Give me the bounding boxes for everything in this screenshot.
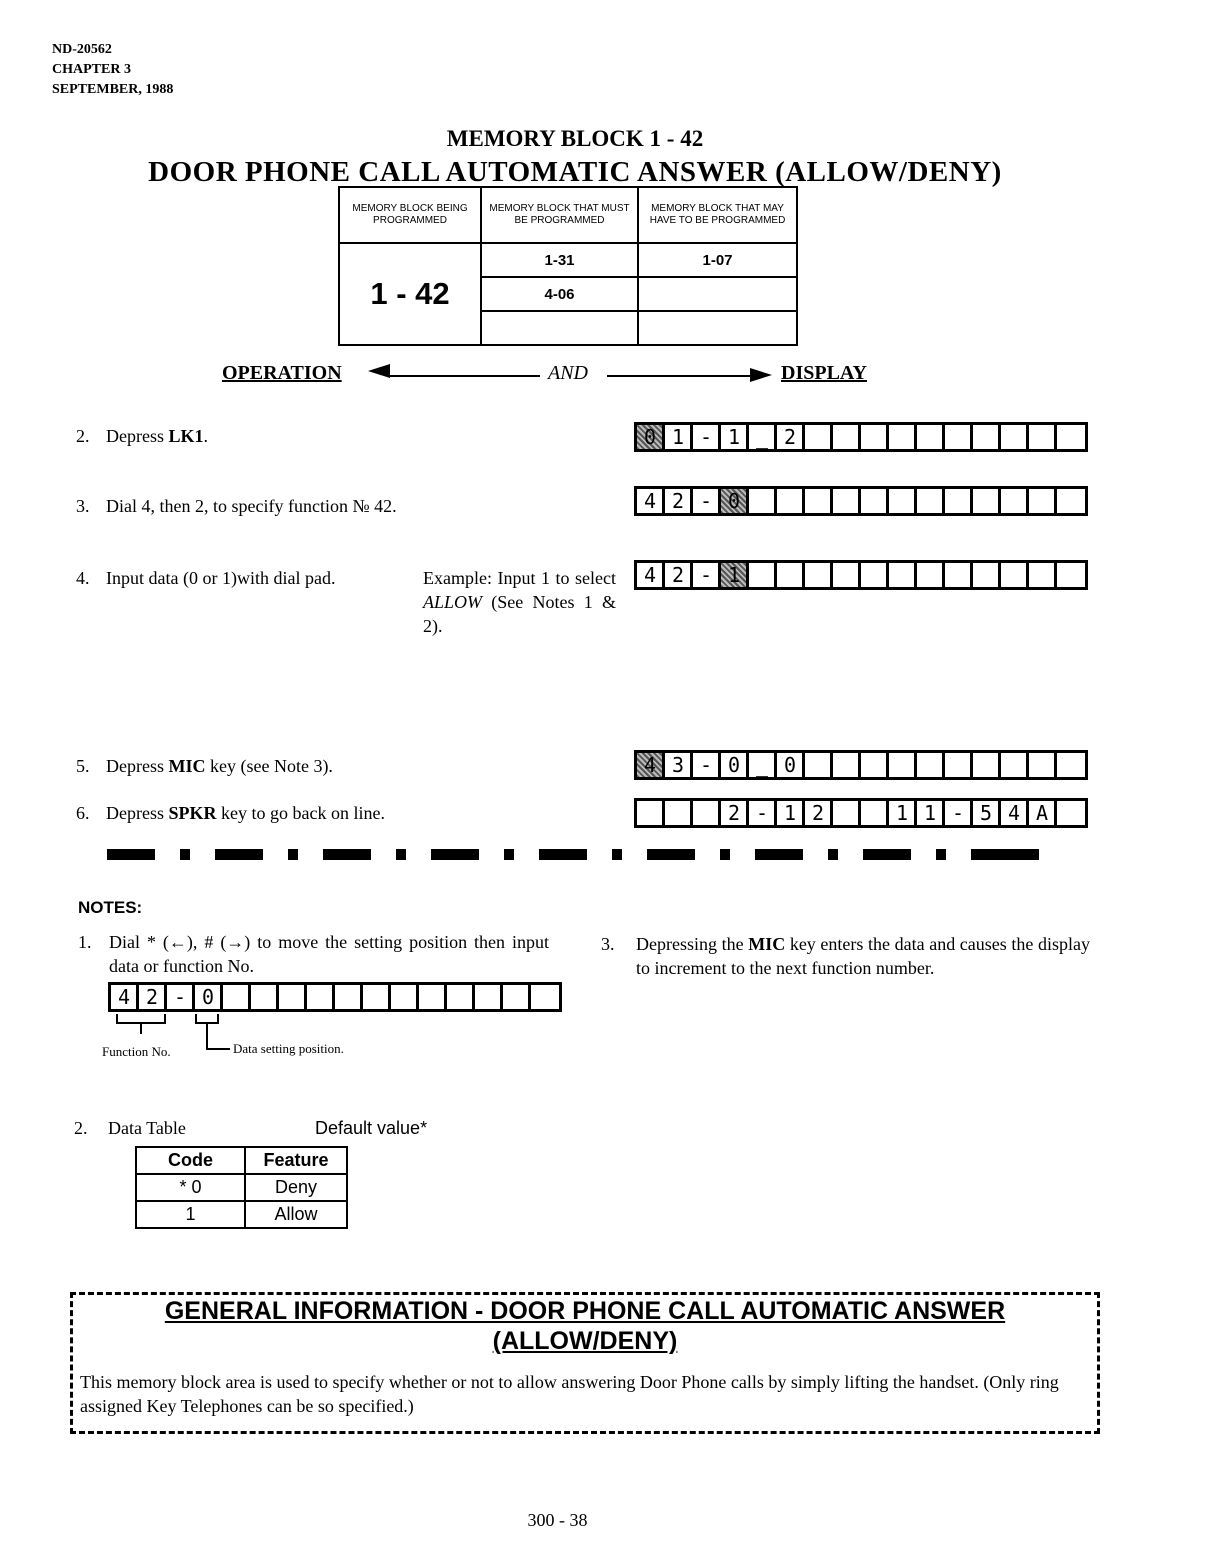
step-2-post: .: [203, 426, 208, 446]
data-table-header-code: Code: [136, 1147, 245, 1174]
data-table-header-feature: Feature: [245, 1147, 347, 1174]
lcd-cell: [973, 489, 1001, 513]
note-2-text: Data Table: [108, 1118, 186, 1138]
lcd-cell: -: [749, 801, 777, 825]
lcd-cell: [531, 985, 559, 1009]
lcd-cell: [335, 985, 363, 1009]
lcd-cell: -: [693, 425, 721, 449]
lcd-cell: [917, 489, 945, 513]
lcd-display-step-6: [634, 798, 1088, 828]
lcd-cell: [475, 985, 503, 1009]
lcd-cell: [945, 753, 973, 777]
lcd-cell: [973, 425, 1001, 449]
note-2-number: 2.: [74, 1118, 88, 1138]
lcd-cell: 4: [637, 489, 665, 513]
lcd-cell: [363, 985, 391, 1009]
lcd-cell: 1: [721, 563, 749, 587]
data-table-feature: Deny: [245, 1174, 347, 1201]
lcd-cell: [1057, 753, 1085, 777]
lcd-cell: -: [167, 985, 195, 1009]
table-row: [136, 1201, 347, 1228]
lcd-cell: [777, 489, 805, 513]
lcd-cell: _: [749, 425, 777, 449]
function-no-label: Function No.: [102, 1044, 171, 1059]
lcd-cell: [945, 489, 973, 513]
ref-may-1: 1-07: [638, 243, 797, 277]
step-2-number: 2.: [76, 426, 90, 446]
lcd-cell: [503, 985, 531, 1009]
lcd-cell: [1001, 753, 1029, 777]
lcd-cell: 0: [777, 753, 805, 777]
lcd-cell: [251, 985, 279, 1009]
arrow-right-icon: [750, 368, 772, 382]
lcd-cell: -: [693, 753, 721, 777]
lcd-cell: 2: [139, 985, 167, 1009]
notes-heading: NOTES:: [78, 898, 143, 917]
lcd-cell: [833, 753, 861, 777]
section-separator: [107, 848, 1039, 860]
lcd-display-step-2: [634, 422, 1088, 452]
lcd-cell: [1029, 563, 1057, 587]
lcd-cell: [1001, 425, 1029, 449]
arrow-left-line: [388, 375, 540, 377]
lcd-cell: 2: [665, 563, 693, 587]
lcd-cell: [1029, 489, 1057, 513]
lcd-cell: [1057, 801, 1085, 825]
ref-header-may-program: MEMORY BLOCK THAT MAY HAVE TO BE PROGRAMMED: [638, 187, 797, 243]
step-6-key: SPKR: [168, 803, 217, 823]
step-5-number: 5.: [76, 756, 90, 776]
data-position-label: Data setting position.: [233, 1041, 344, 1056]
lcd-cell: [279, 985, 307, 1009]
lcd-cell: [665, 801, 693, 825]
lcd-display-step-5: [634, 750, 1088, 780]
lcd-cell: [889, 489, 917, 513]
lcd-cell: _: [749, 753, 777, 777]
step-4-example-text: Example: Input 1 to select: [423, 568, 616, 588]
lcd-cell: [973, 753, 1001, 777]
step-6-pre: Depress: [106, 803, 169, 823]
lcd-cell: [223, 985, 251, 1009]
step-4-number: 4.: [76, 568, 90, 588]
lcd-cell: 1: [721, 425, 749, 449]
lcd-cell: [917, 753, 945, 777]
lcd-cell: 1: [889, 801, 917, 825]
lcd-cell: [805, 563, 833, 587]
step-4-allow: ALLOW: [423, 592, 483, 612]
doc-number: ND-20562: [52, 42, 112, 57]
data-table-code: 1: [136, 1201, 245, 1228]
ref-must-3: [481, 311, 638, 345]
page-number: 300 - 38: [527, 1510, 588, 1530]
ref-must-2: 4-06: [481, 277, 638, 311]
lcd-cell: [833, 425, 861, 449]
step-5-key: MIC: [168, 756, 206, 776]
ref-may-3: [638, 311, 797, 345]
default-value-label: Default value*: [315, 1118, 428, 1138]
title-feature-name: DOOR PHONE CALL AUTOMATIC ANSWER (ALLOW/DENY): [148, 156, 1002, 188]
lcd-cell: 5: [973, 801, 1001, 825]
function-no-bracket-stem: [140, 1024, 142, 1034]
lcd-display-note-1: [108, 982, 562, 1012]
general-information-title: [70, 1296, 1100, 1356]
lcd-cell: [749, 563, 777, 587]
step-2: [76, 424, 208, 448]
ref-header-being-programmed: MEMORY BLOCK BEING PROGRAMMED: [339, 187, 481, 243]
lcd-cell: 1: [917, 801, 945, 825]
title-memory-block: MEMORY BLOCK 1 - 42: [446, 126, 704, 151]
lcd-cell: [861, 489, 889, 513]
step-4-text: Input data (0 or 1)with dial pad.: [106, 568, 336, 588]
lcd-cell: [1029, 753, 1057, 777]
step-6-post: key to go back on line.: [216, 803, 385, 823]
data-table: [135, 1146, 348, 1229]
step-5-pre: Depress: [106, 756, 169, 776]
display-label: DISPLAY: [781, 362, 867, 384]
memory-block-reference-table: [338, 186, 798, 346]
lcd-cell: [861, 801, 889, 825]
lcd-cell: [861, 753, 889, 777]
lcd-cell: [307, 985, 335, 1009]
lcd-cell: [1001, 563, 1029, 587]
step-3-number: 3.: [76, 496, 90, 516]
note-3-number: 3.: [601, 934, 615, 954]
step-4: [76, 566, 335, 590]
lcd-cell: [833, 563, 861, 587]
lcd-cell: 4: [111, 985, 139, 1009]
general-information-title-line2: (ALLOW/DENY): [492, 1327, 678, 1355]
lcd-cell: [917, 425, 945, 449]
lcd-cell: 3: [665, 753, 693, 777]
arrow-left-icon: [368, 364, 390, 378]
lcd-cell: 0: [637, 425, 665, 449]
data-position-leader: [206, 1048, 230, 1050]
operation-label: OPERATION: [222, 362, 342, 384]
data-table-code: * 0: [136, 1174, 245, 1201]
lcd-cell: 4: [637, 563, 665, 587]
lcd-cell: [693, 801, 721, 825]
lcd-cell: 1: [665, 425, 693, 449]
lcd-cell: 0: [721, 489, 749, 513]
lcd-cell: 2: [665, 489, 693, 513]
step-5: [76, 754, 333, 778]
lcd-cell: [777, 563, 805, 587]
lcd-cell: [805, 753, 833, 777]
data-position-bracket: [195, 1014, 219, 1024]
lcd-cell: [805, 489, 833, 513]
step-2-pre: Depress: [106, 426, 169, 446]
lcd-cell: [1057, 489, 1085, 513]
lcd-cell: [637, 801, 665, 825]
lcd-cell: -: [693, 563, 721, 587]
lcd-cell: -: [945, 801, 973, 825]
step-4-example-end: (See Notes 1 & 2).: [423, 592, 616, 636]
lcd-cell: [447, 985, 475, 1009]
step-2-key: LK1: [168, 426, 204, 446]
lcd-cell: [1057, 563, 1085, 587]
note-1-text: Dial * (←), # (→) to move the setting position then input data or function No.: [109, 932, 549, 976]
lcd-cell: [833, 801, 861, 825]
ref-may-2: [638, 277, 797, 311]
lcd-cell: [805, 425, 833, 449]
lcd-cell: 0: [195, 985, 223, 1009]
step-6: [76, 801, 385, 825]
lcd-cell: A: [1029, 801, 1057, 825]
arrow-right-line: [607, 375, 752, 377]
step-3-text: Dial 4, then 2, to specify function № 42.: [106, 496, 397, 516]
data-table-feature: Allow: [245, 1201, 347, 1228]
lcd-cell: [889, 563, 917, 587]
general-information-title-line1: GENERAL INFORMATION - DOOR PHONE CALL AUTOMATIC ANSWER: [164, 1297, 1006, 1325]
lcd-cell: [1057, 425, 1085, 449]
note-1-number: 1.: [78, 932, 92, 952]
lcd-cell: 2: [805, 801, 833, 825]
table-row: [136, 1174, 347, 1201]
note-3-post: key enters the data and causes the display to increment to the next function number.: [636, 934, 1090, 978]
lcd-cell: [861, 563, 889, 587]
step-5-post: key (see Note 3).: [205, 756, 333, 776]
function-no-bracket: [116, 1014, 166, 1024]
step-6-number: 6.: [76, 803, 90, 823]
ref-must-1: 1-31: [481, 243, 638, 277]
lcd-cell: [889, 753, 917, 777]
lcd-cell: [917, 563, 945, 587]
lcd-cell: 4: [1001, 801, 1029, 825]
lcd-cell: [391, 985, 419, 1009]
note-3-key: MIC: [748, 934, 786, 954]
lcd-cell: [419, 985, 447, 1009]
lcd-cell: [833, 489, 861, 513]
date-label: SEPTEMBER, 1988: [52, 82, 174, 97]
data-position-bracket-stem: [206, 1024, 208, 1050]
lcd-display-step-3: [634, 486, 1088, 516]
chapter-label: CHAPTER 3: [52, 62, 131, 77]
note-3-pre: Depressing the: [636, 934, 749, 954]
lcd-cell: [749, 489, 777, 513]
and-label: AND: [548, 362, 588, 384]
lcd-cell: -: [693, 489, 721, 513]
lcd-cell: [1001, 489, 1029, 513]
step-4-example: [423, 566, 616, 638]
lcd-cell: [889, 425, 917, 449]
lcd-cell: [945, 563, 973, 587]
lcd-cell: [861, 425, 889, 449]
step-3: [76, 494, 397, 518]
ref-header-must-program: MEMORY BLOCK THAT MUST BE PROGRAMMED: [481, 187, 638, 243]
general-information-text: This memory block area is used to specify whether or not to allow answering Door Phone calls by simply lifting the handset. (Only ring assigned Key Telephones can be so specified.): [80, 1372, 1059, 1416]
lcd-cell: 2: [721, 801, 749, 825]
lcd-cell: [973, 563, 1001, 587]
lcd-cell: [945, 425, 973, 449]
lcd-cell: 1: [777, 801, 805, 825]
table-row: [136, 1147, 347, 1174]
lcd-cell: 2: [777, 425, 805, 449]
note-3-text: [636, 932, 1090, 980]
lcd-cell: 4: [637, 753, 665, 777]
ref-block-number: 1 - 42: [339, 243, 481, 345]
lcd-cell: [1029, 425, 1057, 449]
lcd-display-step-4: [634, 560, 1088, 590]
lcd-cell: 0: [721, 753, 749, 777]
